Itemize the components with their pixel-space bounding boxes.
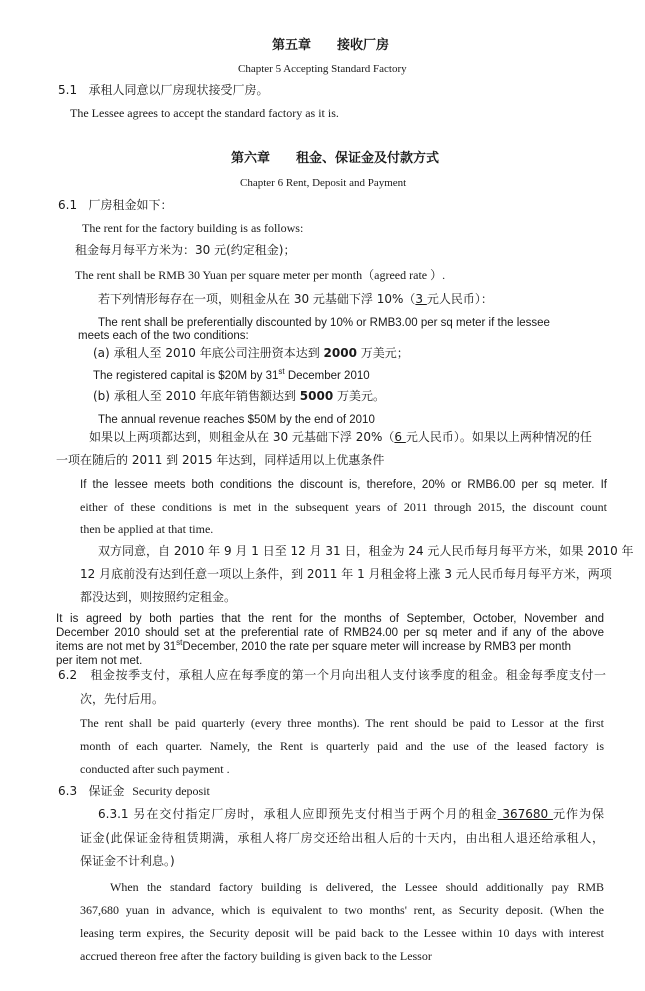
section-6-2-en-line3: conducted after such payment .	[80, 762, 230, 776]
deposit-amount: 367680	[497, 807, 553, 821]
section-number: 6.2	[58, 668, 78, 682]
discount-cn: 若下列情形每存在一项，则租金从在 30 元基础下浮 10%（3 元人民币）：	[98, 292, 493, 306]
section-6-3-1-cn-line3: 保证金不计利息。)	[80, 854, 175, 868]
condition-a-en: The registered capital is $20M by 31st December 2010	[93, 367, 370, 382]
both-conditions-cn-line1: 如果以上两项都达到，则租金从在 30 元基础下浮 20%（6 元人民币）。如果以上两种情况的任	[89, 430, 592, 444]
section-6-3-1-en-line2: 367,680 yuan in advance, which is equivalent to two months' rent, as Security deposit. (When the	[80, 903, 604, 917]
section-text: 承租人同意以厂房现状接受厂房。	[88, 83, 269, 97]
section-6-3-1-en-line1: When the standard factory building is delivered, the Lessee should additionally pay RMB	[110, 880, 604, 894]
agreement-en-line1: It is agreed by both parties that the rent for the months of September, October, November and	[56, 613, 604, 625]
section-6-2-cn-line1: 6.2 租金按季支付，承租人应在每季度的第一个月向出租人支付该季度的租金。租金每季度支付一	[58, 668, 606, 682]
condition-b-en: The annual revenue reaches $50M by the end of 2010	[98, 414, 375, 426]
agreement-en-line4: per item not met.	[56, 655, 143, 667]
chapter6-title-cn: 第六章 租金、保证金及付款方式	[231, 151, 440, 166]
agreement-cn-line2: 12 月底前没有达到任意一项以上条件，到 2011 年 1 月租金将上涨 3 元人民币每月每平方米，两项	[80, 567, 612, 581]
chapter5-title-en: Chapter 5 Accepting Standard Factory	[238, 63, 407, 75]
agreement-cn-line1: 双方同意，自 2010 年 9 月 1 日至 12 月 31 日，租金为 24 元人民币每月每平方米，如果 2010 年	[98, 544, 634, 558]
discount-en-line2: meets each of the two conditions:	[78, 330, 249, 342]
rent-rate-cn: 租金每月每平方米为：30 元(约定租金)；	[75, 243, 296, 257]
section-6-3-1-cn-line1: 6.3.1 另在交付指定厂房时，承租人应即预先支付相当于两个月的租金 367680 元作为保	[98, 807, 604, 821]
section-5-1-en: The Lessee agrees to accept the standard factory as it is.	[70, 106, 339, 120]
discount-en-line1: The rent shall be preferentially discounted by 10% or RMB3.00 per sq meter if the lessee	[98, 317, 550, 329]
section-number: 6.3	[58, 784, 78, 798]
agreement-cn-line3: 都没达到，则按照约定租金。	[80, 590, 237, 604]
section-number: 6.1	[58, 198, 78, 212]
condition-a-cn: (a) 承租人至 2010 年底公司注册资本达到 2000 万美元；	[93, 346, 409, 360]
section-number: 5.1	[58, 83, 78, 97]
section-6-1-cn	[58, 198, 173, 213]
section-6-3-1-en-line4: accrued thereon free after the factory building is given back to the Lessor	[80, 949, 432, 963]
both-conditions-cn-line2: 一项在随后的 2011 到 2015 年达到，同样适用以上优惠条件	[56, 453, 385, 467]
section-text: 厂房租金如下：	[88, 198, 173, 212]
rent-rate-en: The rent shall be RMB 30 Yuan per square meter per month（agreed rate ）.	[75, 268, 446, 282]
chapter6-title-en: Chapter 6 Rent, Deposit and Payment	[240, 177, 407, 189]
section-6-2-en-line1: The rent shall be paid quarterly (every three months). The rent should be paid to Lessor at the first	[80, 716, 604, 730]
section-6-3-1-cn-line2: 证金(此保证金待租赁期满，承租人将厂房交还给出租人后的十天内，由出租人退还给承租人，	[80, 831, 604, 845]
discount-amount: 3	[415, 292, 427, 306]
both-discount-amount: 6	[394, 430, 406, 444]
chapter5-title-cn: 第五章 接收厂房	[272, 38, 390, 53]
both-conditions-en-line1: If the lessee meets both conditions the discount is, therefore, 20% or RMB6.00 per sq meter. If	[80, 479, 607, 491]
agreement-en-line3: items are not met by 31stDecember, 2010 the rate per square meter will increase by RMB3 per month	[56, 638, 572, 653]
section-6-3-1-en-line3: leasing term expires, the Security deposit will be paid back to the Lessee within 10 days with interest	[80, 926, 604, 940]
both-conditions-en-line2: either of these conditions is met in the subsequent years of 2011 through 2015, the discount count	[80, 500, 607, 514]
agreement-en-line2: December 2010 should set at the preferential rate of RMB24.00 per sq meter and if any of the above	[56, 627, 604, 639]
section-6-2-en-line2: month of each quarter. Namely, the Rent is quarterly paid and the use of the leased factory is	[80, 739, 604, 753]
both-conditions-en-line3: then be applied at that time.	[80, 522, 214, 536]
rent-intro-en: The rent for the factory building is as follows:	[82, 221, 304, 235]
section-5-1-cn	[58, 83, 269, 98]
condition-b-cn: (b) 承租人至 2010 年底年销售额达到 5000 万美元。	[93, 389, 386, 403]
section-6-2-cn-line2: 次，先付后用。	[80, 692, 165, 706]
section-6-3-heading: 6.3 保证金 Security deposit	[58, 784, 210, 798]
